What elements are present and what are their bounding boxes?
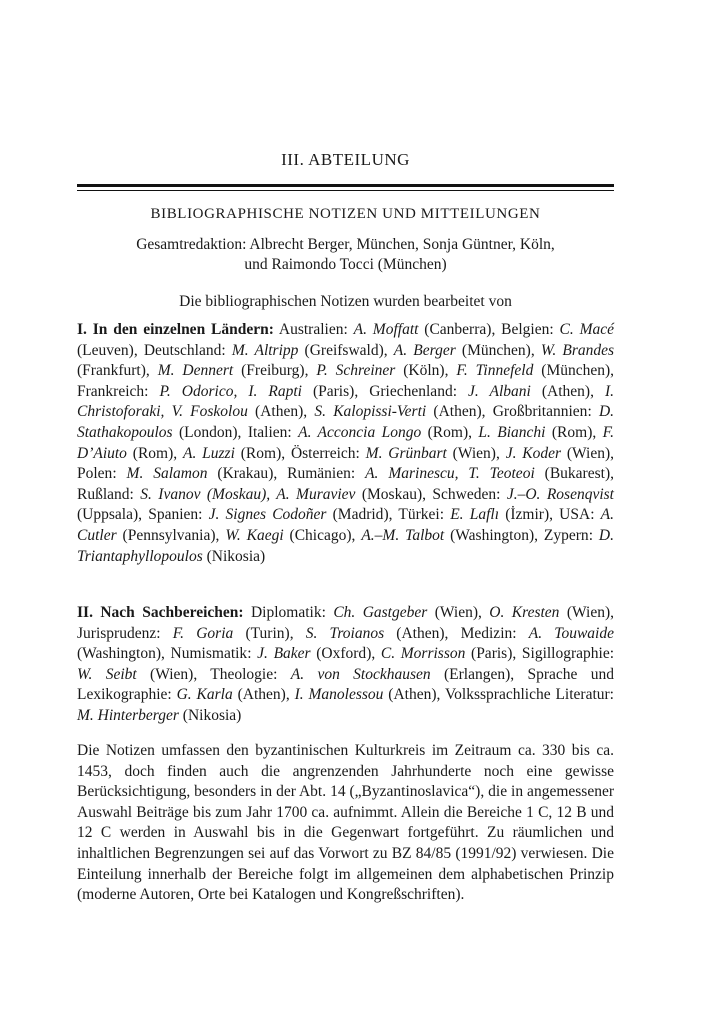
contributor-place: Rom bbox=[245, 444, 277, 462]
region-label: Rußland bbox=[77, 485, 130, 503]
contributor-place: Wien bbox=[572, 604, 605, 621]
contributor-place: Krakau bbox=[222, 465, 269, 483]
contributor-name: C. Macé bbox=[559, 321, 615, 338]
contributor-name: P. Odorico, I. Rapti bbox=[159, 382, 302, 400]
countries-heading: I. In den einzelnen Ländern: bbox=[77, 321, 274, 338]
contributor-name: W. Kaegi bbox=[225, 526, 284, 544]
region-label: Rumänien bbox=[287, 465, 351, 483]
contributor-name: S. Ivanov (Moskau), A. Muraviev bbox=[140, 485, 356, 503]
subjects-list: Diplomatik: Ch. Gastgeber (Wien), O. Kresten (Wien), Jurisprudenz: F. Goria (Turin), S. Troianos (Athen), Medizin: A. Touwaide (Washington), Numismatik: J. Baker (Oxford), C. Morrisson (Paris), Sigillographie: W. Seibt (Wien), Theologie: A. von Stockhausen (Erlangen), Sprache und Lexikographie: G. Karla (Athen), I. Manolessou (Athen), Volkssprachliche Literatur: M. Hinterberger (Nikosia) bbox=[77, 604, 615, 724]
contributor-name: I. Christoforaki, V. Foskolou bbox=[77, 382, 614, 421]
contributor-place: Athen bbox=[438, 403, 477, 421]
editors-line-2: und Raimondo Tocci (München) bbox=[244, 256, 447, 273]
contributor-place: Washington bbox=[455, 526, 529, 544]
contributor-place: Athen bbox=[260, 403, 299, 421]
contributor-place: Uppsala bbox=[82, 506, 133, 524]
countries-list: Australien: A. Moffatt (Canberra), Belgien: C. Macé (Leuven), Deutschland: M. Altripp (Greifswald), A. Berger (München), W. Brandes (Frankfurt), M. Dennert (Freiburg), P. Schreiner (Köln), F. Tinnefeld (München), Frankreich: P. Odorico, I. Rapti (Paris), Griechenland: J. Albani (Athen), I. Christoforaki, V. Foskolou (Athen), S. Kalopissi-Verti (Athen), Großbritannien: D. Stathakopoulos (London), Italien: A. Acconcia Longo (Rom), L. Bianchi (Rom), F. D’Aiuto (Rom), A. Luzzi (Rom), Österreich: M. Grünbart (Wien), J. Koder (Wien), Polen: M. Salamon (Krakau), Rumänien: A. Marinescu, T. Teoteoi (Bukarest), Rußland: S. Ivanov (Moskau), A. Muraviev (Moskau), Schweden: J.–O. Rosenqvist (Uppsala), Spanien: J. Signes Codoñer (Madrid), Türkei: E. Laflı (İzmir), USA: A. Cutler (Pennsylvania), W. Kaegi (Chicago), A.–M. Talbot (Washington), Zypern: D. Triantaphyllopoulos (Nikosia) bbox=[77, 321, 615, 565]
contributor-place: Rom bbox=[137, 444, 169, 462]
region-label: Belgien bbox=[501, 321, 550, 338]
note-paragraph: Die Notizen umfassen den byzantinischen Kulturkreis im Zeitraum ca. 330 bis ca. 1453, doch finden auch die angrenzenden Jahrhunderte noch eine gewisse Berücksichtigung, besonders in der Abt. 14 („Byzantinoslavica“), die in angemessener Auswahl Beiträge bis zum Jahr 1700 ca. aufnimmt. Allein die Bereiche 1 C, 12 B und 12 C werden in Auswahl bis in die Gegenwart fortgeführt. Zu räumlichen und inhaltlichen Begrenzungen sei auf das Vorwort zu BZ 84/85 (1991/92) verwiesen. Die Einteilung innerhalb der Bereiche folgt im allgemeinen dem alphabetischen Prinzip (moderne Autoren, Orte bei Katalogen und Kongreßschriften). bbox=[77, 742, 614, 904]
contributor-place: Rom bbox=[557, 423, 588, 441]
contributor-place: Paris bbox=[318, 382, 350, 400]
contributor-name: A. Moffatt bbox=[353, 321, 419, 338]
contributor-place: Oxford bbox=[321, 645, 367, 663]
contributor-name: M. Salamon bbox=[126, 465, 208, 483]
region-label: Großbritannien bbox=[492, 403, 588, 421]
contributor-place: München bbox=[467, 341, 526, 359]
contributor-name: S. Kalopissi-Verti bbox=[314, 403, 427, 421]
editors-line-1: Gesamtredaktion: Albrecht Berger, München, Sonja Güntner, Köln, bbox=[136, 236, 555, 253]
contributor-name: A. Luzzi bbox=[182, 444, 235, 462]
title-rule-thin bbox=[77, 190, 614, 191]
contributor-place: Köln bbox=[408, 362, 440, 380]
countries-paragraph bbox=[77, 320, 614, 567]
contributor-place: Pennsylvania bbox=[127, 526, 211, 544]
contributor-name: M. Altripp bbox=[231, 341, 299, 359]
contributor-place: İzmir bbox=[510, 506, 544, 524]
subtitle: BIBLIOGRAPHISCHE NOTIZEN UND MITTEILUNGEN bbox=[150, 206, 541, 222]
contributor-name: D. Stathakopoulos bbox=[77, 403, 615, 441]
contributor-place: London bbox=[184, 423, 233, 441]
region-label: Frankreich bbox=[77, 382, 145, 400]
region-label: USA bbox=[559, 506, 591, 524]
contributor-place: Bukarest bbox=[549, 465, 605, 483]
contributor-place: Paris bbox=[476, 645, 508, 663]
editors bbox=[77, 235, 614, 275]
contributor-name: W. Brandes bbox=[540, 341, 615, 359]
region-label: Deutschland bbox=[143, 341, 222, 359]
contributor-place: Freiburg bbox=[246, 362, 300, 380]
contributor-place: Turin bbox=[250, 624, 285, 642]
subjects-heading: II. Nach Sachbereichen: bbox=[77, 604, 244, 621]
contributor-place: Rom bbox=[432, 423, 463, 441]
title-rule-thick bbox=[77, 184, 614, 187]
field-label: Sprache und Lexikographie bbox=[77, 665, 614, 704]
contributor-place: Madrid bbox=[337, 506, 384, 524]
contributor-name: D. Triantaphyllopoulos bbox=[77, 526, 614, 565]
contributor-place: Athen bbox=[242, 686, 281, 704]
intro-line: Die bibliographischen Notizen wurden bearbeitet von bbox=[179, 293, 512, 310]
contributor-name: A. von Stockhausen bbox=[290, 665, 431, 683]
contributor-name: J. Baker bbox=[257, 645, 311, 663]
contributor-name: A. Touwaide bbox=[528, 624, 614, 642]
contributor-name: M. Grünbart bbox=[365, 444, 447, 462]
field-label: Sigillographie bbox=[521, 645, 610, 663]
subjects-paragraph bbox=[77, 603, 614, 727]
contributor-place: Wien bbox=[572, 444, 605, 462]
contributor-name: W. Seibt bbox=[77, 665, 137, 683]
contributor-name: M. Dennert bbox=[157, 362, 234, 380]
contributor-place: Frankfurt bbox=[82, 362, 141, 380]
section-title: III. ABTEILUNG bbox=[281, 150, 410, 169]
contributor-name: G. Karla bbox=[176, 686, 233, 704]
contributor-name: Ch. Gastgeber bbox=[333, 604, 428, 621]
contributor-place: Leuven bbox=[82, 341, 129, 359]
contributor-place: Greifswald bbox=[309, 341, 379, 359]
contributor-name: M. Hinterberger bbox=[77, 706, 179, 724]
contributor-place: München bbox=[546, 362, 605, 380]
contributor-name: C. Morrisson bbox=[380, 645, 466, 663]
contributor-place: Nikosia bbox=[211, 547, 261, 565]
field-label: Medizin bbox=[460, 624, 513, 642]
contributor-name: A. Cutler bbox=[77, 506, 615, 544]
field-label: Numismatik bbox=[170, 645, 248, 663]
contributor-name: J. Koder bbox=[505, 444, 562, 462]
field-label: Theologie bbox=[210, 665, 274, 683]
contributor-place: Wien bbox=[457, 444, 491, 462]
contributor-name: E. Laflı bbox=[450, 506, 500, 524]
contributor-place: Athen bbox=[547, 382, 585, 400]
contributor-name: P. Schreiner bbox=[316, 362, 396, 380]
contributor-place: Washington bbox=[82, 645, 156, 663]
contributor-place: Chicago bbox=[294, 526, 347, 544]
region-label: Österreich bbox=[290, 444, 356, 462]
contributor-name: F. Goria bbox=[172, 624, 234, 642]
contributor-place: Wien bbox=[439, 604, 473, 621]
region-label: Türkei bbox=[398, 506, 440, 524]
field-label: Volkssprachliche Literatur bbox=[444, 686, 610, 704]
contributor-place: Canberra bbox=[429, 321, 487, 338]
contributor-name: J. Signes Codoñer bbox=[208, 506, 327, 524]
contributor-name: O. Kresten bbox=[489, 604, 560, 621]
contributor-name: I. Manolessou bbox=[294, 686, 384, 704]
contributor-name: J.–O. Rosenqvist bbox=[506, 485, 614, 503]
contributor-place: Moskau bbox=[367, 485, 417, 503]
region-label: Griechenland bbox=[369, 382, 453, 400]
contributor-name: A. Berger bbox=[393, 341, 456, 359]
region-label: Australien bbox=[278, 321, 344, 338]
region-label: Italien bbox=[247, 423, 288, 441]
contributor-name: A. Marinescu, T. Teoteoi bbox=[365, 465, 535, 483]
region-label: Polen bbox=[77, 465, 113, 483]
contributor-name: F. D’Aiuto bbox=[77, 423, 614, 462]
contributor-place: Erlangen bbox=[449, 665, 506, 683]
contributor-name: L. Bianchi bbox=[478, 423, 546, 441]
contributor-name: S. Troianos bbox=[305, 624, 385, 642]
field-label: Jurisprudenz bbox=[77, 624, 157, 642]
region-label: Zypern bbox=[543, 526, 589, 544]
contributor-name: A.–M. Talbot bbox=[361, 526, 445, 544]
contributor-name: A. Acconcia Longo bbox=[298, 423, 422, 441]
region-label: Schweden bbox=[432, 485, 497, 503]
contributor-place: Athen bbox=[401, 624, 440, 642]
contributor-place: Wien bbox=[155, 665, 189, 683]
contributor-name: F. Tinnefeld bbox=[456, 362, 534, 380]
contributor-place: Nikosia bbox=[187, 706, 237, 724]
contributor-place: Athen bbox=[393, 686, 432, 704]
contributor-name: J. Albani bbox=[468, 382, 531, 400]
region-label: Spanien bbox=[148, 506, 199, 524]
field-label: Diplomatik bbox=[250, 604, 322, 621]
